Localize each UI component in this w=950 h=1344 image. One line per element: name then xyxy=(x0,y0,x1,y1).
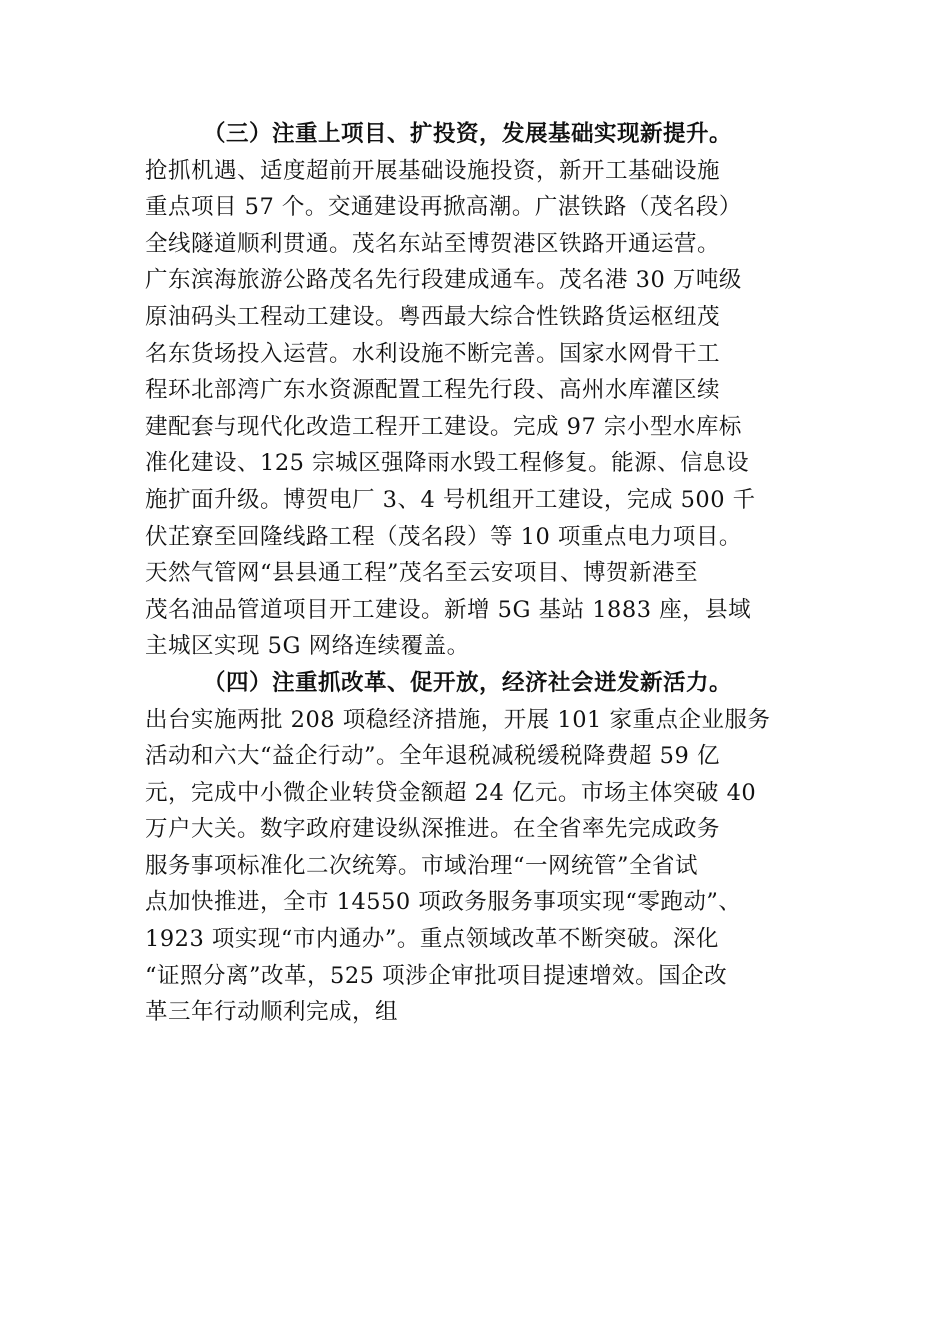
paragraph-line: 建配套与现代化改造工程开工建设。完成 97 宗小型水库标 xyxy=(145,413,742,440)
paragraph-line: 万户大关。数字政府建设纵深推进。在全省率先完成政务 xyxy=(145,816,721,843)
paragraph-line: 施扩面升级。博贺电厂 3、4 号机组开工建设，完成 500 千 xyxy=(145,486,756,513)
paragraph-line: 抢抓机遇、适度超前开展基础设施投资，新开工基础设施 xyxy=(145,157,721,184)
paragraph-line: 广东滨海旅游公路茂名先行段建成通车。茂名港 30 万吨级 xyxy=(145,267,742,294)
paragraph-line: 准化建设、125 宗城区强降雨水毁工程修复。能源、信息设 xyxy=(145,450,750,477)
paragraph-line: 茂名油品管道项目开工建设。新增 5G 基站 1883 座，县域 xyxy=(145,596,752,623)
paragraph-line: “证照分离”改革，525 项涉企审批项目提速增效。国企改 xyxy=(145,962,728,989)
paragraph-line: 活动和六大“益企行动”。全年退税减税缓税降费超 59 亿 xyxy=(145,743,720,770)
paragraph-line: 重点项目 57 个。交通建设再掀高潮。广湛铁路（茂名段） xyxy=(145,194,742,221)
paragraph-line: 天然气管网“县县通工程”茂名至云安项目、博贺新港至 xyxy=(145,560,699,587)
paragraph-line: 程环北部湾广东水资源配置工程先行段、高州水库灌区续 xyxy=(145,377,721,404)
document-body xyxy=(145,116,810,1031)
paragraph-line: 元，完成中小微企业转贷金额超 24 亿元。市场主体突破 40 xyxy=(145,779,757,806)
section-heading-4: （四）注重抓改革、促开放，经济社会迸发新活力。 xyxy=(203,669,733,696)
section-heading-3: （三）注重上项目、扩投资，发展基础实现新提升。 xyxy=(203,121,733,147)
paragraph-line: 全线隧道顺利贯通。茂名东站至博贺港区铁路开通运营。 xyxy=(145,230,721,257)
paragraph-line: 出台实施两批 208 项稳经济措施，开展 101 家重点企业服务 xyxy=(145,706,771,733)
paragraph-line: 原油码头工程动工建设。粤西最大综合性铁路货运枢纽茂 xyxy=(145,303,721,330)
paragraph-line: 点加快推进，全市 14550 项政务服务事项实现“零跑动”、 xyxy=(145,889,742,916)
paragraph-line: 伏芷寮至回隆线路工程（茂名段）等 10 项重点电力项目。 xyxy=(145,523,742,550)
paragraph-line: 主城区实现 5G 网络连续覆盖。 xyxy=(145,633,470,660)
paragraph-line: 名东货场投入运营。水利设施不断完善。国家水网骨干工 xyxy=(145,340,721,367)
paragraph-line: 1923 项实现“市内通办”。重点领域改革不断突破。深化 xyxy=(145,926,719,953)
paragraph-line: 服务事项标准化二次统筹。市域治理“一网统管”全省试 xyxy=(145,852,699,879)
paragraph-line: 革三年行动顺利完成，组 xyxy=(145,999,399,1026)
